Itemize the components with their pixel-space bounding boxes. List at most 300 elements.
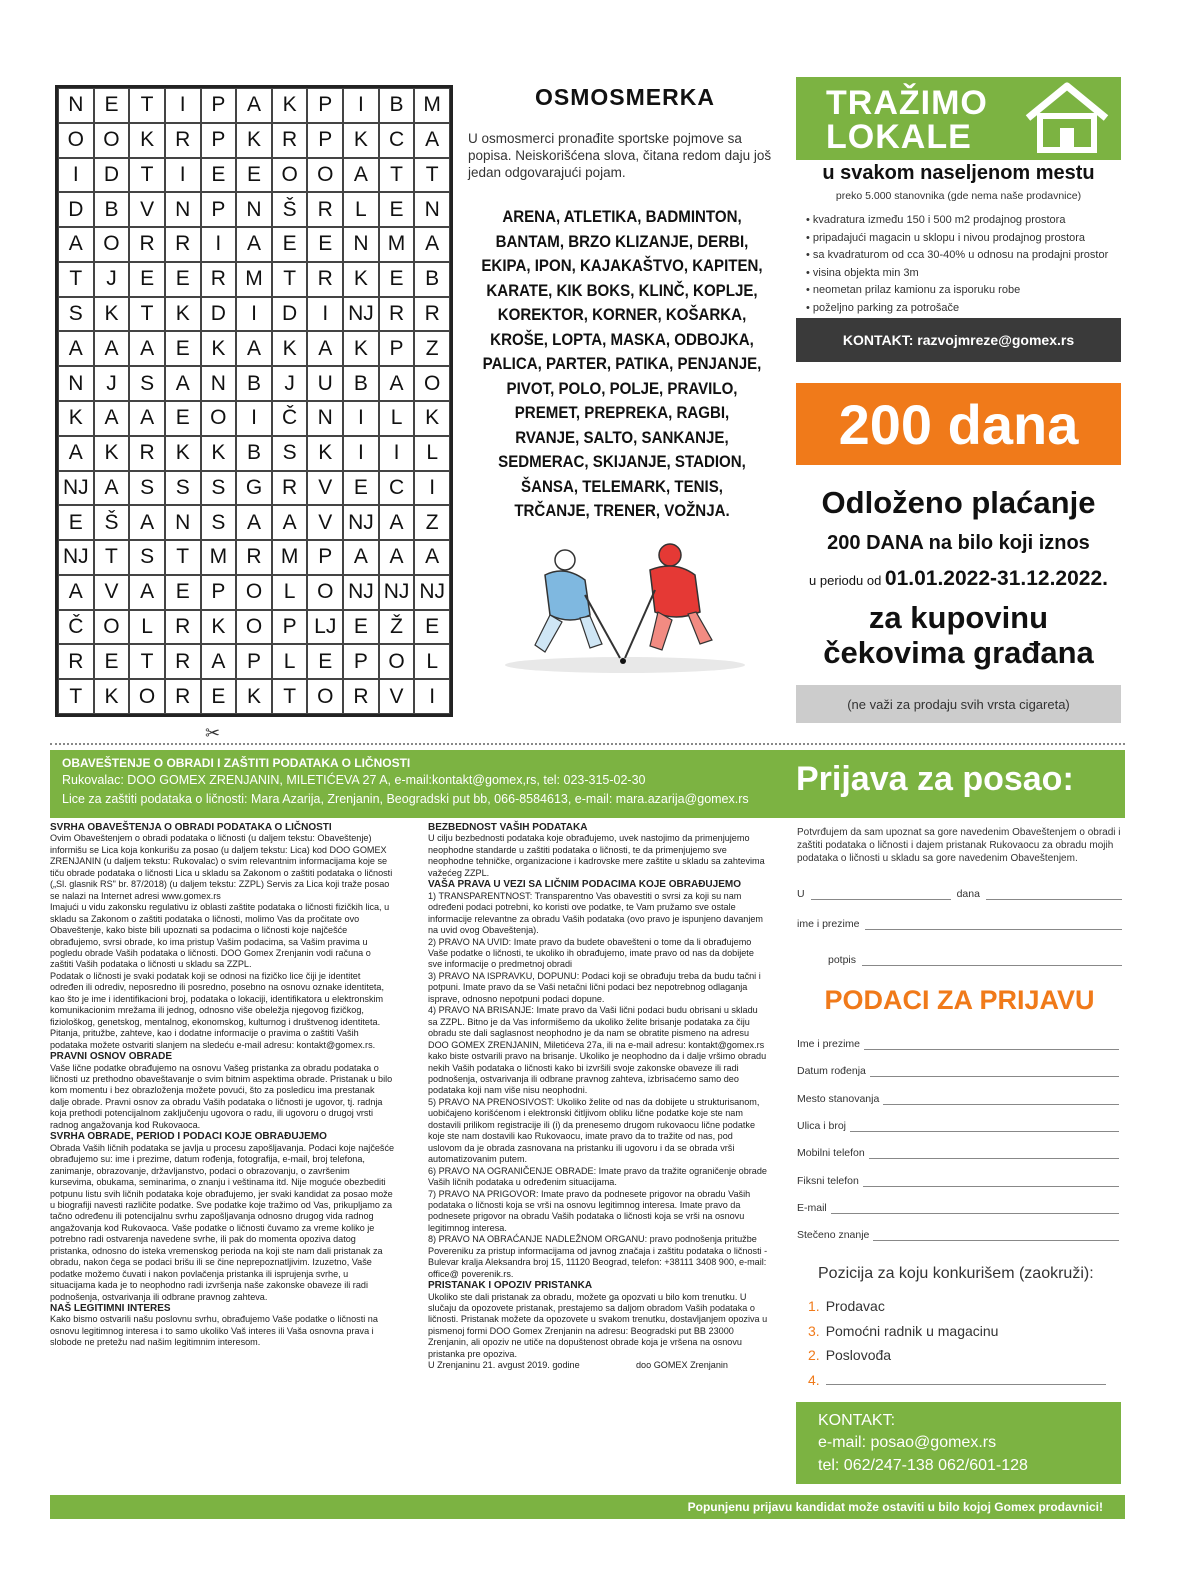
grid-cell: E <box>272 227 308 262</box>
section-heading: SVRHA OBAVEŠTENJA O OBRADI PODATAKA O LIČNOSTI <box>50 822 332 833</box>
grid-cell: S <box>129 471 165 506</box>
lokale-title-1: TRAŽIMO <box>826 84 988 122</box>
grid-cell: S <box>58 297 94 332</box>
grid-cell: S <box>165 471 201 506</box>
grid-cell: NJ <box>343 297 379 332</box>
grid-cell: E <box>379 192 415 227</box>
word-list-line: ARENA, ATLETIKA, BADMINTON, <box>502 208 742 226</box>
grid-cell: E <box>201 158 237 193</box>
grid-cell: N <box>414 192 450 227</box>
position-number: 3. <box>808 1322 820 1339</box>
grid-cell: O <box>414 366 450 401</box>
grid-cell: K <box>272 88 308 123</box>
form-field-input[interactable] <box>869 1157 1119 1159</box>
promo-disclaimer: (ne važi za prodaju svih vrsta cigareta) <box>796 685 1121 723</box>
grid-cell: A <box>379 505 415 540</box>
promo-line-2: 200 DANA na bilo koji iznos <box>827 532 1090 554</box>
form-place-date-row <box>797 886 1122 900</box>
grid-cell: R <box>58 644 94 679</box>
grid-cell: A <box>165 366 201 401</box>
position-title: Pozicija za koju konkurišem (zaokruži): <box>818 1265 1094 1282</box>
grid-cell: T <box>129 644 165 679</box>
grid-cell: NJ <box>343 505 379 540</box>
paragraph: Obrada Vaših ličnih podataka se javlja u procesu zapošljavanja. Podaci koje najčešće obrađujemo su: ime i prezime, datum rođenja, fotografija, e-mail, broj telefona, zanimanje, obrazovanje, državljanstvo, podaci o obrazovanju, o završenim kursevima, obukama, seminarima, o znanju i veštinama itd. Nije moguće obezbediti potpunu listu svih ličnih podataka koje obrađujemo, jer svaki kandidat za posao može u biografiji navesti različite podatke. Sve podatke koje tražimo od Vas, prikupljamo za tačno određenu ili potencijalnu svrhu zapošljavanja odnosno drugog vida radnog angažovanja kod Rukovaoca. Vaše podatke o ličnosti čuvamo za vreme koliko je potrebno radi ostvarenja navedene svrhe, ili pak do momenta opoziva datog pristanka, odnosno do isteka vremenskog perioda na koji ste nam dali pristanak za obradu, nakon čega se podaci brišu ili se čine neprepoznatljivim. Izuzetno, Vaše podatke možemo čuvati i nakon povlačenja pristanka ili isprujenja svrhe, u situacijama kada je to neophodno radi izvršenja naše zakonske obaveze ili radi podnošenja, ostvarivanja ili odbrane pravnog zahteva. <box>50 1142 395 1302</box>
grid-cell: I <box>165 88 201 123</box>
grid-cell: D <box>201 297 237 332</box>
grid-cell: E <box>94 644 130 679</box>
position-label: Pomoćni radnik u magacinu <box>825 1322 999 1339</box>
grid-cell: S <box>129 366 165 401</box>
form-contact-email: e-mail: posao@gomex.rs <box>818 1434 997 1451</box>
scissors-icon: ✂ <box>205 723 221 743</box>
grid-cell: NJ <box>58 471 94 506</box>
form-field-label: Datum rođenja <box>797 1065 866 1078</box>
grid-cell: N <box>307 401 343 436</box>
name-input[interactable] <box>865 928 1122 930</box>
word-list-line: PIVOT, POLO, POLJE, PRAVILO, <box>506 379 738 398</box>
osmosmerka-word-list <box>478 205 765 524</box>
paragraph: 8) PRAVO NA OBRAĆANJE NADLEŽNOM ORGANU: pravo podnošenja pritužbe Povereniku za pristup informacijama od javnog značaja i zaštitu podataka o ličnosti - Bulevar kralja Aleksandra broj 15, 11120 Beograd, telefon: +38111 3408 900, e-mail: office@ poverenik.rs. <box>428 1234 768 1279</box>
form-consent-text: Potvrđujem da sam upoznat sa gore navedenim Obaveštenjem o obradi i zaštiti podataka o ličnosti i dajem pristanak Rukovaocu za obradu mojih podataka o ličnosti u skladu sa gore navedenim Obaveštenjem. <box>797 827 1121 864</box>
lokale-note: preko 5.000 stanovnika (gde nema naše prodavnice) <box>835 190 1082 202</box>
grid-cell: K <box>94 679 130 714</box>
paragraph: 6) PRAVO NA OGRANIČENJE OBRADE: Imate pravo da tražite ograničenje obrade Vaših ličnih podataka u određenim situacijama. <box>428 1165 767 1188</box>
grid-cell: M <box>201 540 237 575</box>
section-heading: VAŠA PRAVA U VEZI SA LIČNIM PODACIMA KOJE OBRAĐUJEMO <box>428 879 741 891</box>
requirement-item: • visina objekta min 3m <box>806 265 1118 283</box>
grid-cell: K <box>414 401 450 436</box>
grid-cell: P <box>272 610 308 645</box>
grid-cell: T <box>414 158 450 193</box>
promo-period <box>796 567 1121 591</box>
form-field-input[interactable] <box>870 1075 1119 1077</box>
form-field-input[interactable] <box>863 1185 1119 1187</box>
grid-cell: V <box>307 505 343 540</box>
grid-cell: T <box>58 262 94 297</box>
grid-cell: J <box>94 262 130 297</box>
grid-cell: P <box>307 540 343 575</box>
place-input[interactable] <box>811 898 951 900</box>
lokale-contact: KONTAKT: razvojmreze@gomex.rs <box>796 318 1121 362</box>
privacy-column-1 <box>50 822 395 1349</box>
grid-cell: T <box>129 297 165 332</box>
grid-cell: I <box>201 227 237 262</box>
paragraph: Kako bismo ostvarili našu poslovnu svrhu, obrađujemo Vaše podatke o ličnosti na osnovu legitimnog interesa i to samo ukoliko Vaš interes ili Vaša osnovna prava i slobode ne pretežu nad našim legitimnim interesom. <box>50 1314 378 1348</box>
form-dana-label: dana <box>956 888 980 900</box>
grid-cell: E <box>165 575 201 610</box>
grid-cell: A <box>414 227 450 262</box>
cut-line <box>50 743 1125 745</box>
grid-cell: I <box>414 471 450 506</box>
form-field-label: E-mail <box>797 1201 827 1214</box>
grid-cell: D <box>94 158 130 193</box>
paragraph: Podatak o ličnosti je svaki podatak koji se odnosi na fizičko lice čiji je identitet određen ili odrediv, neposredno ili posredno, posebno na osnovu oznake identiteta, kao što je ime i identifikacioni broj, podataka o lokaciji, identifikatora u elektronskim komunikacionim mrežama ili jednog, odnosno više obeležja njegovog fizičkog, fiziološkog, genetskog, mentalnog, ekonomskog, kulturnog i društvenog identiteta. <box>50 970 385 1027</box>
grid-cell: A <box>414 540 450 575</box>
grid-cell: N <box>165 505 201 540</box>
form-field-row <box>797 1227 1119 1241</box>
paragraph: 4) PRAVO NA BRISANJE: Imate pravo da Vaši lični podaci budu obrisani u skladu sa ZZPL. Bitno je da Vas informišemo da ukoliko želite brisanje podataka za čiju obradu ste dali saglasnost neophodno je da nam se obratite pismeno na adresu DOO GOMEX ZRENJANIN, Miletićeva 27a, ili na e-mail adresu: kontakt@gomex.rs kako biste ostvarili pravo na brisanje. Ukoliko je neophodno da i dalje vršimo obradu nekih Vaših podataka o ličnosti kako bi izvršili svoje zakonske obaveze ili radi podnošenja, ostvarivanja ili odbrane pravnog zahteva, izbrisaćemo samo deo podataka koji nam više nisu neophodni. <box>428 1005 767 1096</box>
grid-cell: K <box>272 331 308 366</box>
grid-cell: R <box>165 644 201 679</box>
grid-cell: C <box>379 471 415 506</box>
position-number: 1. <box>808 1298 820 1314</box>
grid-cell: A <box>58 331 94 366</box>
section-heading: SVRHA OBRADE, PERIOD I PODACI KOJE OBRAĐUJEMO <box>50 1131 327 1143</box>
grid-cell: NJ <box>58 540 94 575</box>
grid-cell: R <box>272 123 308 158</box>
hockey-players-illustration <box>490 540 760 675</box>
section-heading: PRAVNI OSNOV OBRADE <box>50 1051 173 1063</box>
grid-cell: B <box>236 436 272 471</box>
grid-cell: E <box>379 262 415 297</box>
paragraph: 1) TRANSPARENTNOST: Transparentno Vas obavestiti o svrsi za koji su nam određeni podaci potrebni, ko koristi ove podatke, te Vam pružamo sve ostale informacije relevantne za obradu Vaših podataka (ovo pravo je ispunjeno davanjem na uvid ovog Obaveštenja). <box>428 890 763 936</box>
word-search-grid <box>55 85 453 717</box>
grid-cell: Z <box>414 505 450 540</box>
date-input[interactable] <box>986 898 1122 900</box>
word-list-line: TRČANJE, TRENER, VOŽNJA. <box>514 502 730 520</box>
grid-cell: P <box>201 123 237 158</box>
grid-cell: O <box>94 610 130 645</box>
notice-dpo: Lice za zaštiti podataka o ličnosti: Mara Azarija, Zrenjanin, Beogradski put bb, 066-8584613, e-mail: mara.azarija@gomex.rs <box>62 792 749 806</box>
grid-cell: M <box>379 227 415 262</box>
grid-cell: T <box>272 679 308 714</box>
grid-cell: T <box>94 540 130 575</box>
grid-cell: P <box>201 575 237 610</box>
grid-cell: Š <box>94 505 130 540</box>
promo-line-4a: za kupovinu <box>868 600 1049 635</box>
grid-cell: A <box>379 540 415 575</box>
grid-cell: I <box>343 401 379 436</box>
grid-cell: Ž <box>379 610 415 645</box>
grid-cell: P <box>307 88 343 123</box>
form-field-input[interactable] <box>873 1239 1119 1241</box>
form-field-row <box>797 1145 1119 1159</box>
grid-cell: Č <box>272 401 308 436</box>
osmosmerka-intro: U osmosmerci pronađite sportske pojmove sa popisa. Neiskorišćena slova, čitana redom daju još jedan odgovarajući pojam. <box>468 131 772 180</box>
grid-cell: E <box>414 610 450 645</box>
footer-bar: Popunjenu prijavu kandidat može ostaviti u bilo kojoj Gomex prodavnici! <box>50 1495 1125 1519</box>
grid-cell: I <box>58 158 94 193</box>
requirement-item: • kvadratura između 150 i 500 m2 prodajnog prostora <box>806 212 1118 230</box>
grid-cell: R <box>272 471 308 506</box>
grid-cell: P <box>201 192 237 227</box>
grid-cell: K <box>129 123 165 158</box>
grid-cell: NJ <box>379 575 415 610</box>
grid-cell: LJ <box>307 610 343 645</box>
word-list-line: BANTAM, BRZO KLIZANJE, DERBI, <box>495 232 749 251</box>
grid-cell: B <box>236 366 272 401</box>
grid-cell: J <box>94 366 130 401</box>
grid-cell: K <box>94 436 130 471</box>
section-heading: BEZBEDNOST VAŠIH PODATAKA <box>428 822 588 833</box>
paragraph: Ovim Obaveštenjem o obradi podataka o ličnosti (u daljem tekstu: Obaveštenje) informišu se Lica koja konkurišu za posao (u daljem tekstu: Lica) kod DOO GOMEX ZRENJANIN (u daljem tekstu: Rukovalac) o svim relevantnim informacijama koje se tiču obrade podataka o ličnosti Lica u skladu sa Zakonom o zaštiti podataka o ličnosti („Sl. glasnik RS" br. 87/2018) (u daljem tekstu: ZZPL) Servis za Lica koji traže posao se nalazi na Internet adresi www.gomex.rs <box>50 833 393 901</box>
grid-cell: T <box>379 158 415 193</box>
grid-cell: U <box>307 366 343 401</box>
form-field-label: Mobilni telefon <box>797 1147 865 1160</box>
grid-cell: Z <box>414 331 450 366</box>
grid-cell: K <box>343 123 379 158</box>
grid-cell: A <box>129 401 165 436</box>
position-other-input[interactable] <box>826 1384 1106 1385</box>
position-label: Poslovođa <box>825 1347 892 1363</box>
grid-cell: A <box>58 227 94 262</box>
house-icon <box>1020 80 1115 155</box>
grid-cell: R <box>236 540 272 575</box>
grid-cell: T <box>129 158 165 193</box>
grid-cell: K <box>236 679 272 714</box>
grid-cell: E <box>343 471 379 506</box>
promo-200-dana: 200 dana <box>796 383 1121 465</box>
grid-cell: I <box>343 436 379 471</box>
grid-cell: K <box>58 401 94 436</box>
paragraph: 7) PRAVO NA PRIGOVOR: Imate pravo da podnesete prigovor na obradu Vaših podataka o ličnosti koja se vrši na osnovu legitimnog interesa. Imate pravo da podnesete prigovor na obradu Vaših podataka o ličnosti koja se vrši na osnovu legitimnog interesa. <box>428 1188 751 1233</box>
grid-cell: M <box>236 262 272 297</box>
position-number: 4. <box>808 1371 820 1388</box>
grid-cell: N <box>343 227 379 262</box>
signature-line <box>428 1360 768 1371</box>
grid-cell: O <box>201 401 237 436</box>
grid-cell: O <box>94 227 130 262</box>
form-field-row <box>797 1118 1119 1132</box>
grid-cell: R <box>165 679 201 714</box>
promo-line-1: Odloženo plaćanje <box>821 485 1096 520</box>
grid-cell: K <box>343 262 379 297</box>
grid-cell: A <box>343 158 379 193</box>
form-field-input[interactable] <box>864 1048 1119 1050</box>
grid-cell: I <box>379 436 415 471</box>
word-list-line: ŠANSA, TELEMARK, TENIS, <box>521 477 723 496</box>
paragraph: 2) PRAVO NA UVID: Imate pravo da budete obavešteni o tome da li obrađujemo Vaše podatke o ličnosti, te ukoliko ih obrađujemo, imate pravo od nas da dobijete sve informacije o predmetnoj obradi <box>428 936 754 970</box>
grid-cell: R <box>307 262 343 297</box>
grid-cell: R <box>201 262 237 297</box>
form-potpis-label: potpis <box>828 954 857 966</box>
grid-cell: R <box>165 123 201 158</box>
grid-cell: K <box>343 331 379 366</box>
grid-cell: L <box>272 575 308 610</box>
form-field-row <box>797 1091 1119 1105</box>
form-field-label: Ulica i broj <box>797 1119 847 1132</box>
paragraph: 3) PRAVO NA ISPRAVKU, DOPUNU: Podaci koji se obrađuju treba da budu tačni i potpuni. Imate pravo da se Vaši netačni lični podaci bez nepotrebnog odlaganja isprave, odnosno nepotpuni podaci dopune. <box>428 970 761 1004</box>
word-list-line: PREMET, PREPREKA, RAGBI, <box>514 404 730 422</box>
grid-cell: Č <box>58 610 94 645</box>
form-field-input[interactable] <box>850 1130 1119 1132</box>
grid-cell: A <box>129 575 165 610</box>
signature-place-date: U Zrenjaninu 21. avgust 2019. godine <box>428 1360 580 1371</box>
grid-cell: J <box>272 366 308 401</box>
grid-cell: N <box>165 192 201 227</box>
grid-cell: O <box>129 679 165 714</box>
paragraph: Ukoliko ste dali pristanak za obradu, možete ga opozvati u bilo kom trenutku. U slučaju da opozovete pristanak, prestajemo sa daljom obradom Vaših podataka o ličnosti. Pristanak možete da opozovete u svakom trenutku, dostavljanjem opoziva u pismenoj formi DOO Gomex Zrenjanin na adresu: Beogradski put BB 23000 Zrenjanin, ali opoziv ne utiče na dopuštenost obrade koja je vršena na osnovu pristanka pre opoziva. <box>428 1291 768 1359</box>
grid-cell: A <box>58 436 94 471</box>
requirement-item: • neometan prilaz kamionu za isporuku robe <box>806 282 1118 300</box>
grid-cell: V <box>307 471 343 506</box>
grid-cell: B <box>379 88 415 123</box>
paragraph: Pitanja, pritužbe, zahteve, kao i dodatne informacije o pravima o zaštiti Vaših podataka možete ostvariti slanjem na sledeću e-mail adresu: kontakt@gomex.rs. <box>50 1028 376 1050</box>
notice-title: OBAVEŠTENJE O OBRADI I ZAŠTITI PODATAKA O LIČNOSTI <box>62 756 411 770</box>
grid-cell: K <box>94 297 130 332</box>
grid-cell: C <box>379 123 415 158</box>
grid-cell: K <box>201 331 237 366</box>
grid-cell: A <box>201 644 237 679</box>
grid-cell: Š <box>272 192 308 227</box>
word-list-line: EKIPA, IPON, KAJAKAŠTVO, KAPITEN, <box>481 257 763 275</box>
grid-cell: M <box>272 540 308 575</box>
grid-cell: R <box>129 227 165 262</box>
word-list-line: RVANJE, SALTO, SANKANJE, <box>515 428 729 447</box>
grid-cell: V <box>129 192 165 227</box>
grid-cell: D <box>58 192 94 227</box>
grid-cell: E <box>307 227 343 262</box>
grid-cell: P <box>201 88 237 123</box>
form-field-row <box>797 1036 1119 1050</box>
grid-cell: NJ <box>343 575 379 610</box>
grid-cell: L <box>379 401 415 436</box>
paragraph: Vaše lične podatke obrađujemo na osnovu Vašeg pristanka za obradu podataka o ličnosti uz prethodno obaveštavanje o svim bitnim aspektima obrade. Pristanak u bilo kom momentu i bez obrazloženja možete povući, što za posledicu ima prestanak dalje obrade. Pravni osnov za obradu Vaših podataka o ličnosti je ugovor, tj. radnja koja prethodi potencijalnom zaključenju ugovora o radu, ili ugovoru o drugoj vrsti radnog angažovanja kod Rukovaoca. <box>50 1062 393 1130</box>
grid-cell: I <box>165 158 201 193</box>
grid-cell: A <box>94 401 130 436</box>
form-field-label: Stečeno znanje <box>797 1229 870 1242</box>
grid-cell: E <box>165 401 201 436</box>
form-field-label: Ime i prezime <box>797 1038 861 1050</box>
grid-cell: O <box>307 679 343 714</box>
grid-cell: S <box>201 505 237 540</box>
paragraph: 5) PRAVO NA PRENOSIVOST: Ukoliko želite od nas da dobijete u strukturisanom, uobičajeno korišćenom i elektronski čitljivom obliku lične podatke koje ste nam dostavili prilikom registracije ili (i) da prenesemo drugom rukovaocu lične podatke koje ste nam dostavili kao Rukovaocu, imate pravo da to tražite od nas, pod uslovom da je obrada zasnovana na pristanku ili ugovoru i da se obrada vrši automatizovanim putem. <box>428 1096 760 1165</box>
grid-cell: G <box>236 471 272 506</box>
signature-company: doo GOMEX Zrenjanin <box>636 1360 728 1371</box>
signature-input[interactable] <box>862 964 1122 966</box>
word-list-line: KARATE, KIK BOKS, KLINČ, KOPLJE, <box>486 281 758 300</box>
grid-cell: S <box>201 471 237 506</box>
grid-cell: E <box>58 505 94 540</box>
grid-cell: E <box>94 88 130 123</box>
grid-cell: A <box>414 123 450 158</box>
lokale-subtitle: u svakom naseljenom mestu <box>822 162 1095 184</box>
grid-cell: T <box>272 262 308 297</box>
word-list-line: KOREKTOR, KORNER, KOŠARKA, <box>497 306 747 324</box>
grid-cell: A <box>236 88 272 123</box>
grid-cell: R <box>307 192 343 227</box>
grid-cell: L <box>414 436 450 471</box>
form-field-row <box>797 1173 1119 1187</box>
promo-line-4b: čekovima građana <box>823 635 1094 670</box>
grid-cell: A <box>272 505 308 540</box>
grid-cell: R <box>414 297 450 332</box>
position-option[interactable] <box>808 1372 1108 1388</box>
grid-cell: I <box>414 679 450 714</box>
grid-cell: B <box>94 192 130 227</box>
grid-cell: R <box>165 227 201 262</box>
form-field-input[interactable] <box>883 1103 1119 1105</box>
grid-cell: D <box>272 297 308 332</box>
grid-cell: O <box>272 158 308 193</box>
grid-cell: R <box>379 297 415 332</box>
form-field-row <box>797 1200 1119 1214</box>
grid-cell: T <box>58 679 94 714</box>
grid-cell: V <box>379 679 415 714</box>
grid-cell: N <box>201 366 237 401</box>
grid-cell: I <box>236 401 272 436</box>
word-list-line: SEDMERAC, SKIJANJE, STADION, <box>498 453 746 471</box>
grid-cell: V <box>94 575 130 610</box>
lokale-title-2: LOKALE <box>826 118 972 156</box>
grid-cell: P <box>379 331 415 366</box>
grid-cell: A <box>94 331 130 366</box>
grid-cell: T <box>165 540 201 575</box>
grid-cell: A <box>379 366 415 401</box>
lokale-requirements <box>806 212 1118 317</box>
grid-cell: A <box>58 575 94 610</box>
notice-controller: Rukovalac: DOO GOMEX ZRENJANIN, MILETIĆEVA 27 A, e-mail:kontakt@gomex,rs, tel: 023-315-02-30 <box>62 773 646 787</box>
grid-cell: E <box>307 644 343 679</box>
grid-cell: P <box>343 644 379 679</box>
grid-cell: E <box>165 262 201 297</box>
grid-cell: R <box>129 436 165 471</box>
grid-cell: K <box>201 436 237 471</box>
grid-cell: L <box>129 610 165 645</box>
grid-cell: A <box>343 540 379 575</box>
word-list-line: KROŠE, LOPTA, MASKA, ODBOJKA, <box>490 330 754 349</box>
grid-cell: S <box>129 540 165 575</box>
grid-cell: M <box>414 88 450 123</box>
grid-cell: K <box>165 297 201 332</box>
requirement-item: • pripadajući magacin u sklopu i nivou prodajnog prostora <box>806 230 1118 248</box>
prijava-title: Prijava za posao: <box>796 760 1074 798</box>
grid-cell: A <box>236 227 272 262</box>
grid-cell: P <box>236 644 272 679</box>
form-signature-row <box>828 952 1122 966</box>
form-field-input[interactable] <box>831 1212 1119 1214</box>
paragraph: U cilju bezbednosti podataka koje obrađujemo, uvek nastojimo da primenjujemo neophodne standarde u zaštiti podataka o ličnosti, te da primenjujemo sve neophodne tehničke, organizacione i kadrovske mere zaštite u skladu sa zahtevima važećeg ZZPL. <box>428 833 765 878</box>
grid-cell: P <box>307 123 343 158</box>
word-list-line: PALICA, PARTER, PATIKA, PENJANJE, <box>482 355 762 373</box>
grid-cell: B <box>414 262 450 297</box>
form-u-label: U <box>797 888 805 900</box>
grid-cell: S <box>272 436 308 471</box>
position-number: 2. <box>808 1347 820 1363</box>
grid-cell: A <box>307 331 343 366</box>
grid-cell: A <box>129 331 165 366</box>
grid-cell: I <box>343 88 379 123</box>
grid-cell: O <box>379 644 415 679</box>
grid-cell: K <box>165 436 201 471</box>
section-heading: NAŠ LEGITIMNI INTERES <box>50 1303 171 1315</box>
grid-cell: T <box>129 88 165 123</box>
grid-cell: N <box>58 366 94 401</box>
form-name-label: ime i prezime <box>797 918 860 930</box>
grid-cell: A <box>236 505 272 540</box>
requirement-item: • poželjno parking za potrošače <box>806 300 1118 318</box>
form-field-label: Mesto stanovanja <box>797 1092 880 1105</box>
grid-cell: A <box>94 471 130 506</box>
paragraph: Imajući u vidu zakonsku regulativu iz oblasti zaštite podataka o ličnosti fizičkih lica, u skladu sa Zakonom o zaštiti podataka o ličnosti, molimo Vas da pročitate ovo Obaveštenje, kako biste bili upoznati sa podacima o ličnosti koje najčešće obrađujemo, svrsi obrade, ko ima pristup Vašim podacima, sa Vašim pravima u pogledu obrade Vaših podataka o ličnosti. DOO Gomex Zrenjanin vodi računa o zaštiti Vaših podataka o ličnosti u skladu sa ZZPL. <box>50 902 390 970</box>
grid-cell: O <box>94 123 130 158</box>
grid-cell: N <box>236 192 272 227</box>
position-option[interactable] <box>808 1347 1108 1363</box>
grid-cell: R <box>165 610 201 645</box>
grid-cell: O <box>58 123 94 158</box>
grid-cell: O <box>236 575 272 610</box>
position-option[interactable] <box>808 1298 1108 1314</box>
grid-cell: E <box>165 331 201 366</box>
position-option[interactable] <box>808 1323 1108 1339</box>
section-heading: PRISTANAK I OPOZIV PRISTANKA <box>428 1280 593 1292</box>
grid-cell: O <box>236 610 272 645</box>
form-field-label: Fiksni telefon <box>797 1174 859 1187</box>
grid-cell: I <box>307 297 343 332</box>
promo-period-dates: 01.01.2022-31.12.2022. <box>884 567 1108 590</box>
grid-cell: A <box>129 505 165 540</box>
grid-cell: B <box>343 366 379 401</box>
